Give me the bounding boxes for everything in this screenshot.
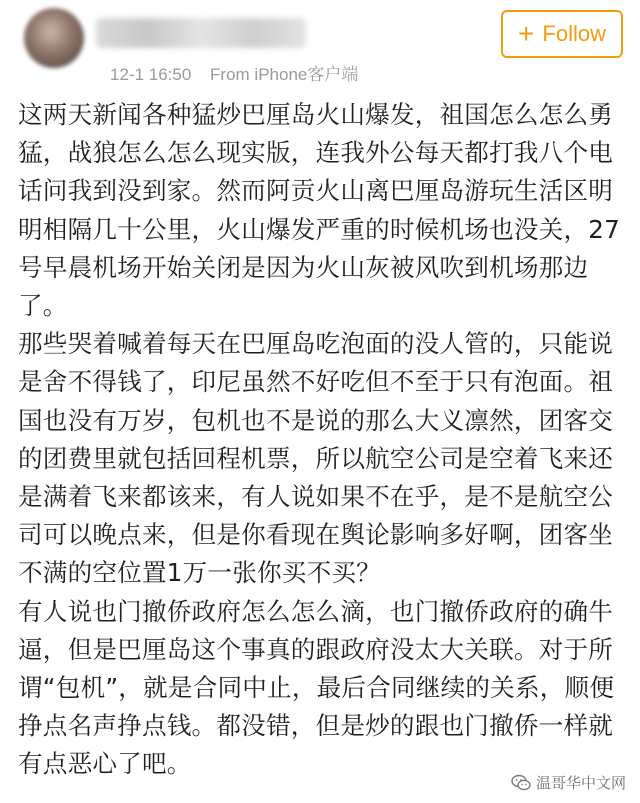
post-body: [18, 96, 624, 784]
post-paragraph: 这两天新闻各种猛炒巴厘岛火山爆发，祖国怎么怎么勇猛，战狼怎么怎么现实版，连我外公每天都打我八个电话问我到没到家。然而阿贡火山离巴厘岛游玩生活区明明相隔几十公里，火山爆发严重的时候机场也没关，27号早晨机场开始关闭是因为火山灰被风吹到机场那边了。: [18, 100, 620, 321]
plus-icon: +: [518, 18, 535, 49]
post-paragraph: 有人说也门撤侨政府怎么怎么滴，也门撤侨政府的确牛逼，但是巴厘岛这个事真的跟政府没太大关联。对于所谓“包机”，就是合同中止，最后合同继续的关系，顺便挣点名声挣点钱。都没错，但是炒的跟也门撤侨一样就有点恶心了吧。: [18, 596, 615, 779]
wechat-icon: [511, 774, 531, 792]
watermark: [511, 772, 626, 793]
post-source: From iPhone客户端: [210, 65, 359, 84]
post-paragraph: 那些哭着喊着每天在巴厘岛吃泡面的没人管的，只能说是舍不得钱了，印尼虽然不好吃但不至于只有泡面。祖国也没有万岁，包机也不是说的那么大义凛然，团客交的团费里就包括回程机票，所以航空公司是空着飞来还是满着飞来都该来，有人说如果不在乎，是不是航空公司可以晚点来，但是你看现在舆论影响多好啊，团客坐不满的空位置1万一张你买不买？: [18, 329, 614, 588]
follow-label: Follow: [542, 21, 606, 46]
username-redacted[interactable]: [96, 18, 306, 48]
avatar[interactable]: [24, 8, 84, 68]
watermark-text: 温哥华中文网: [535, 774, 626, 792]
post-time: 12-1 16:50: [110, 65, 192, 84]
follow-button[interactable]: [501, 10, 623, 58]
post-meta: [110, 60, 358, 85]
post-header: [0, 0, 640, 100]
